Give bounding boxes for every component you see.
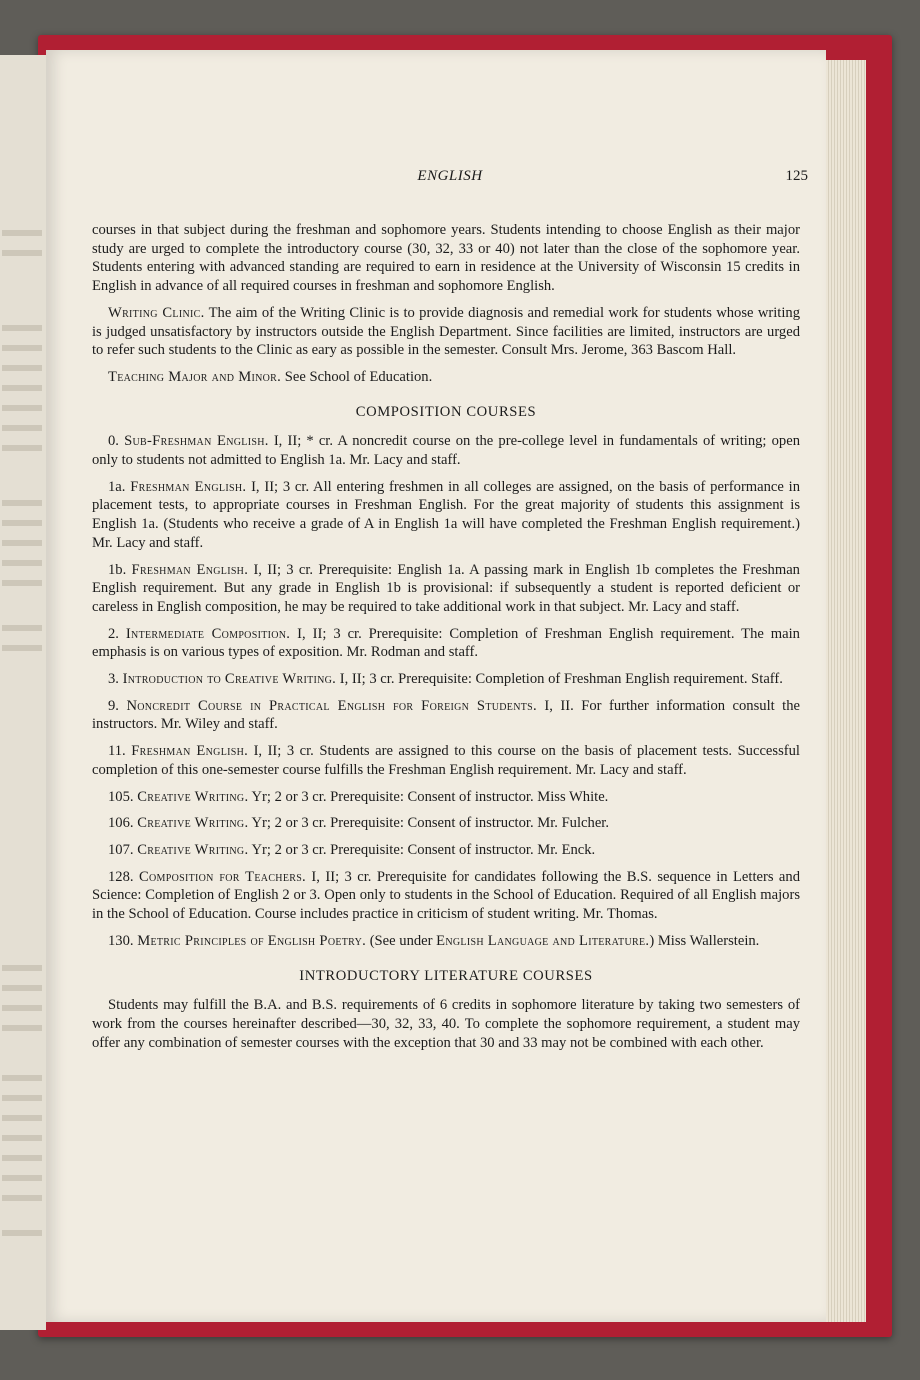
course-title: Composition for Teachers. [138, 868, 307, 885]
course-entry [92, 432, 800, 469]
course-number: 105. [108, 788, 134, 805]
teaching-major-text: See School of Education. [281, 368, 433, 385]
course-description: I, II; 3 cr. Prerequisite for candidates following the B.S. sequence in Letters and Science: Completion of English 2 or 3. Open only to students in the School of Education. Required of all English majors in the School of Education. Course includes practice in criticism of student writing. Mr. Thomas. [92, 868, 801, 923]
writing-clinic-paragraph [92, 304, 800, 360]
course-number: 2. [108, 625, 119, 642]
course-entry [92, 932, 800, 951]
running-title: ENGLISH [417, 168, 483, 184]
course-description: I, II; 3 cr. Students are assigned to this course on the basis of placement tests. Successful completion of this one-semester course fulfills the Freshman English requirement. Mr. Lacy and staff. [92, 743, 800, 778]
course-description: (See under [366, 932, 437, 949]
course-description: I, II; 3 cr. All entering freshmen in all colleges are assigned, on the basis of performance in placement tests, to appropriate courses in Freshman English. For the great majority of students this assignment is English 1a. (Students who receive a grade of A in English 1a will have completed the Freshman English requirement.) Mr. Lacy and staff. [92, 478, 800, 551]
book-page [46, 50, 826, 1322]
writing-clinic-heading: Writing Clinic. [108, 304, 205, 321]
course-entry [92, 868, 800, 924]
course-title: Creative Writing. [137, 841, 249, 858]
course-description: Yr; 2 or 3 cr. Prerequisite: Consent of instructor. Miss White. [248, 788, 609, 805]
course-entry [92, 742, 800, 779]
course-description: I, II; 3 cr. Prerequisite: Completion of Freshman English requirement. The main emphasis is on various types of exposition. Mr. Rodman and staff. [92, 625, 800, 661]
course-number: 1b. [108, 561, 127, 578]
course-title: Metric Principles of English Poetry. [137, 932, 367, 949]
teaching-major-paragraph [92, 368, 800, 387]
teaching-major-heading: Teaching Major and Minor. [108, 368, 282, 385]
course-description: I, II; * cr. A noncredit course on the pre-college level in fundamentals of writing; open only to students not admitted to English 1a. Mr. Lacy and staff. [92, 433, 800, 469]
course-entry [92, 670, 800, 689]
course-number: 107. [108, 841, 134, 858]
course-description: I, II; 3 cr. Prerequisite: Completion of Freshman English requirement. Staff. [336, 671, 783, 688]
course-cross-reference: English Language and Literature. [436, 932, 650, 949]
course-number: 0. [108, 433, 119, 450]
page-number: 125 [785, 168, 808, 184]
course-title: Intermediate Composition. [125, 625, 291, 642]
course-title: Freshman English. [131, 743, 249, 760]
running-header [92, 168, 808, 190]
composition-courses-heading: COMPOSITION COURSES [355, 403, 537, 420]
course-title: Freshman English. [130, 478, 247, 495]
course-description-tail: ) Miss Wallerstein. [649, 932, 760, 949]
course-title: Sub-Freshman English. [124, 433, 269, 450]
course-number: 3. [108, 671, 119, 688]
course-title: Noncredit Course in Practical English for Foreign Students. [126, 697, 537, 714]
course-number: 11. [108, 743, 126, 760]
course-entry [92, 814, 800, 833]
previous-page-edge [0, 55, 46, 1330]
course-description: I, II; 3 cr. Prerequisite: English 1a. A passing mark in English 1b completes the Freshman English requirement. But any grade in English 1b is provisional: if subsequently a student is reported deficient or careless in English composition, he may be required to take additional work in that subject. Mr. Lacy and staff. [92, 561, 800, 615]
course-number: 1a. [108, 478, 126, 495]
page-body [92, 221, 800, 1060]
course-entry [92, 478, 800, 553]
course-entry [92, 841, 800, 860]
course-title: Freshman English. [131, 561, 249, 578]
writing-clinic-text: The aim of the Writing Clinic is to provide diagnosis and remedial work for students whose writing is judged unsatisfactory by instructors outside the English Department. Since facilities are limited, instructors are urged to refer such students to the Clinic as eary as possible in the semester. Consult Mrs. Jerome, 363 Bascom Hall. [92, 304, 800, 359]
course-description: Yr; 2 or 3 cr. Prerequisite: Consent of instructor. Mr. Enck. [248, 841, 596, 858]
course-entry [92, 788, 800, 807]
course-number: 9. [108, 697, 119, 714]
course-number: 106. [108, 815, 134, 832]
course-description: I, II. For further information consult the instructors. Mr. Wiley and staff. [92, 697, 800, 733]
intro-paragraph: courses in that subject during the freshman and sophomore years. Students intending to choose English as their major study are urged to complete the introductory course (30, 32, 33 or 40) not later than the close of the sophomore year. Students entering with advanced standing are required to earn in residence at the University of Wisconsin 15 credits in English in advance of all required courses in freshman and sophomore English. [92, 222, 800, 295]
course-entry [92, 625, 800, 662]
course-entry [92, 561, 800, 617]
course-description: Yr; 2 or 3 cr. Prerequisite: Consent of instructor. Mr. Fulcher. [248, 815, 609, 832]
course-title: Introduction to Creative Writing. [122, 671, 337, 688]
course-title: Creative Writing. [137, 788, 249, 805]
course-number: 130. [108, 932, 134, 949]
course-title: Creative Writing. [137, 815, 249, 832]
course-entry [92, 697, 800, 734]
course-number: 128. [108, 868, 134, 885]
introductory-literature-paragraph: Students may fulfill the B.A. and B.S. requirements of 6 credits in sophomore literature by taking two semesters of work from the courses hereinafter described—30, 32, 33, 40. To complete the sophomore requirement, a student may offer any combination of semester courses with the exception that 30 and 33 may not be combined with each other. [92, 997, 800, 1051]
introductory-literature-heading: INTRODUCTORY LITERATURE COURSES [299, 967, 593, 984]
